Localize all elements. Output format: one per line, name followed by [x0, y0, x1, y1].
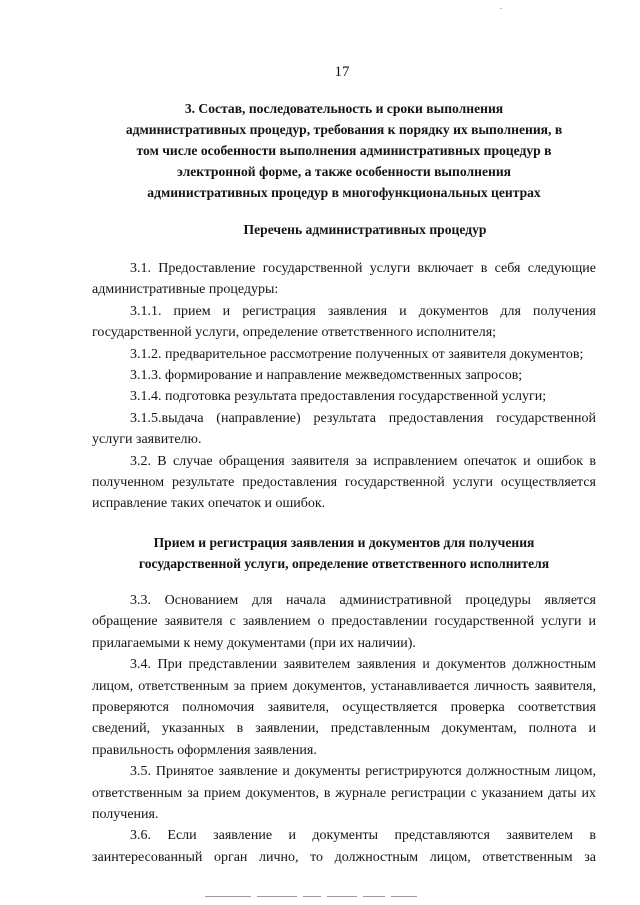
- paragraph-3-2: 3.2. В случае обращения заявителя за исправлением опечаток и ошибок в полученном результате предоставления государственной услуги осуществляется исправление таких опечаток и ошибок.: [92, 453, 596, 512]
- section-heading-line: административных процедур, требования к порядку их выполнения, в: [125, 122, 563, 137]
- scan-footer-marks: [205, 894, 465, 900]
- scan-speck: [500, 8, 502, 9]
- section-heading: [92, 98, 596, 203]
- paragraph-3-5: 3.5. Принятое заявление и документы регистрируются должностным лицом, ответственным за прием документов, в журнале регистрации с указанием даты их получения.: [92, 764, 596, 823]
- paragraph-3-1-1: 3.1.1. прием и регистрация заявления и документов для получения государственной услуги, определение ответственного исполнителя;: [92, 303, 596, 341]
- section-heading-line: электронной форме, а также особенности выполнения: [176, 164, 512, 179]
- paragraph-3-6: 3.6. Если заявление и документы представляются заявителем в заинтересованный орган лично, то должностным лицом, ответственным за: [92, 828, 596, 865]
- section-heading-line: административных процедур в многофункциональных центрах: [147, 185, 541, 200]
- section-heading-line: том числе особенности выполнения административных процедур в: [136, 143, 552, 158]
- paragraph-3-1-2: 3.1.2. предварительное рассмотрение полученных от заявителя документов;: [130, 346, 584, 362]
- reception-section: [92, 590, 596, 868]
- paragraph-3-1: 3.1. Предоставление государственной услуги включает в себя следующие административные процедуры:: [92, 261, 596, 298]
- paragraph-3-3: 3.3. Основанием для начала административной процедуры является обращение заявителя с заявлением о предоставлении государственной услуги и прилагаемыми к нему документами (при их наличии).: [92, 593, 596, 651]
- section-heading-line: 3. Состав, последовательность и сроки выполнения: [184, 101, 504, 116]
- paragraph-3-1-5: 3.1.5.выдача (направление) результата предоставления государственной услуги заявителю.: [92, 410, 596, 448]
- subheading-procedures-list: [230, 219, 500, 240]
- paragraph-3-4: 3.4. При представлении заявителем заявления и документов должностным лицом, ответственным за прием документов, устанавливается личность заявителя, проверяются полномочия заявителя, осуществляется проверка соответствия сведений, указанных в заявлении, представленным документам, полнота и правильность оформления заявления.: [92, 657, 596, 758]
- paragraph-3-1-4: 3.1.4. подготовка результата предоставления государственной услуги;: [130, 389, 547, 405]
- subheading-line: Перечень административных процедур: [243, 222, 487, 237]
- subheading-line: государственной услуги, определение ответственного исполнителя: [138, 556, 550, 571]
- paragraph-3-1-3: 3.1.3. формирование и направление межведомственных запросов;: [130, 368, 523, 384]
- page-number: 17: [334, 64, 350, 80]
- procedures-list-section: [92, 258, 596, 515]
- subheading-reception-registration: [92, 532, 596, 574]
- subheading-line: Прием и регистрация заявления и документов для получения: [153, 535, 535, 550]
